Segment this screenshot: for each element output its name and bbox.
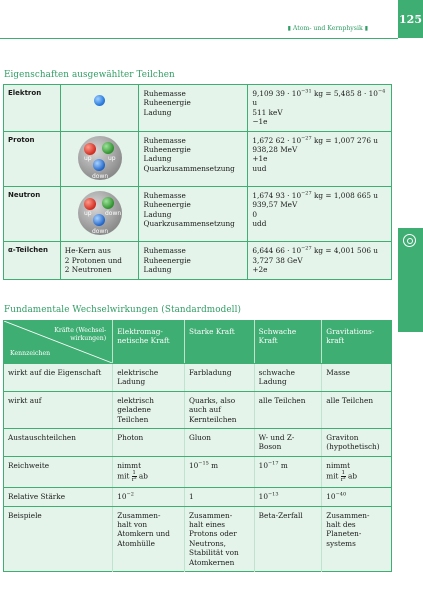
alpha-description: [60, 242, 139, 279]
quark-label: up: [107, 154, 116, 162]
electron-icon: [94, 95, 105, 106]
property-label: Ruheenergie: [143, 200, 191, 210]
table-cell: nimmt mit $\frac{1}{\text{r²}}$ ab: [322, 456, 392, 487]
property-label: Ruheenergie: [143, 255, 191, 265]
row-label: Beispiele: [4, 506, 113, 571]
table-cell: alle Teilchen: [322, 391, 392, 428]
column-header: Schwache Kraft: [254, 321, 322, 364]
table-cell: Beta-Zerfall: [254, 506, 322, 571]
energy-value: 3,727 38 GeV: [252, 255, 303, 265]
neutron-quark-diagram: [73, 189, 127, 237]
property-label: Ruheenergie: [143, 145, 191, 155]
table-cell: Graviton (hypothetisch): [322, 429, 392, 457]
table-cell: Masse: [322, 364, 392, 392]
table-cell: Zusammen- halt von Atomkern und Atomhülle: [113, 506, 185, 571]
energy-value: 938,28 MeV: [252, 145, 298, 155]
table-cell: schwache Ladung: [254, 364, 322, 392]
corner-label-features: Kennzeichen: [10, 349, 51, 357]
table-cell: Zusammen- halt eines Protons oder Neutrons, Stabilität von Atomkernen: [184, 506, 254, 571]
section-title-particles: Eigenschaften ausgewählter Teilchen: [4, 70, 175, 80]
square-bullet-icon: ▮: [364, 25, 368, 32]
energy-value: 939,57 MeV: [252, 200, 298, 210]
corner-label-forces: Kräfte (Wechsel- wirkungen): [54, 327, 107, 342]
table-cell: $10^{-17}$ m: [254, 456, 322, 487]
up-quark-icon: [84, 198, 96, 210]
mass-value: 9,109 $39 \cdot 10^{-31}$ kg = 5,485 $8 \cdot 10^{-4}$ u: [252, 88, 386, 108]
property-label: Ruhemasse: [143, 246, 186, 256]
quark-label: down: [104, 210, 121, 218]
square-bullet-icon: ▮: [287, 25, 291, 32]
property-values: [248, 131, 392, 186]
column-header: Starke Kraft: [184, 321, 254, 364]
table-cell: Quarks, also auch auf Kernteilchen: [184, 391, 254, 428]
property-label: Ladung: [143, 154, 172, 164]
property-label: Ruhemasse: [143, 89, 186, 98]
row-label: wirkt auf die Eigenschaft: [4, 364, 113, 392]
particle-name: α-Teilchen: [4, 242, 61, 279]
fraction: $\frac{1}{\text{r²}}$: [340, 470, 346, 484]
mass-value: 1,674 $93 \cdot 10^{-27}$ kg = 1,008 665 u: [252, 190, 378, 201]
property-label: Ruhemasse: [143, 191, 186, 201]
table-cell: Farbladung: [184, 364, 254, 392]
description-line: He-Kern aus: [64, 246, 111, 256]
up-quark-icon: [102, 142, 114, 154]
table-cell: $10^{-40}$: [322, 488, 392, 506]
table-cell: $10^{-15}$ m: [184, 456, 254, 487]
table-row: [4, 85, 392, 132]
property-names: [139, 131, 248, 186]
interactions-table: [3, 320, 392, 572]
fraction: $\frac{1}{\text{r²}}$: [131, 470, 137, 484]
description-line: 2 Protonen und: [64, 255, 122, 265]
charge-value: −1e: [252, 117, 268, 127]
table-row: [4, 131, 392, 186]
row-label: wirkt auf: [4, 391, 113, 428]
property-label: Quarkzusammensetzung: [143, 219, 235, 229]
particle-name: Neutron: [4, 187, 61, 242]
up-quark-icon: [84, 143, 96, 155]
table-row: [4, 488, 392, 506]
table-cell: nimmt mit $\frac{1}{\text{r²}}$ ab: [113, 456, 185, 487]
row-label: Relative Stärke: [4, 488, 113, 506]
property-names: [139, 85, 248, 132]
particle-name: Proton: [4, 131, 61, 186]
down-quark-icon: [93, 214, 105, 226]
property-values: [248, 85, 392, 132]
property-values: [248, 187, 392, 242]
property-label: Ruheenergie: [143, 98, 191, 108]
quark-composition: uud: [252, 163, 267, 173]
charge-value: +1e: [252, 154, 268, 164]
page-number: 125: [399, 12, 422, 26]
description-line: 2 Neutronen: [64, 265, 112, 275]
page-number-tab: [398, 0, 423, 38]
property-label: Ladung: [143, 107, 172, 117]
table-row: [4, 456, 392, 487]
table-cell: elektrisch geladene Teilchen: [113, 391, 185, 428]
quark-label: up: [83, 210, 92, 218]
column-header: Elektromag- netische Kraft: [113, 321, 185, 364]
property-label: Ladung: [143, 265, 172, 275]
particles-table: [3, 84, 392, 280]
property-values: [248, 242, 392, 279]
property-names: [139, 242, 248, 279]
quark-label: down: [91, 228, 108, 236]
table-row: [4, 242, 392, 279]
table-cell: alle Teilchen: [254, 391, 322, 428]
down-quark-icon: [102, 197, 114, 209]
column-header: Gravitations- kraft: [322, 321, 392, 364]
quark-composition: udd: [252, 219, 267, 229]
table-cell: $10^{-2}$: [113, 488, 185, 506]
proton-visual: [60, 131, 139, 186]
section-title-interactions: Fundamentale Wechselwirkungen (Standardmodell): [4, 305, 242, 315]
corner-header: [4, 321, 113, 364]
property-label: Quarkzusammensetzung: [143, 163, 235, 173]
table-cell: W- und Z- Boson: [254, 429, 322, 457]
quark-label: up: [83, 154, 92, 162]
mass-value: 1,672 $62 \cdot 10^{-27}$ kg = 1,007 276 u: [252, 135, 378, 145]
down-quark-icon: [93, 159, 105, 171]
energy-value: 511 keV: [252, 107, 283, 117]
table-cell: elektrische Ladung: [113, 364, 185, 392]
proton-quark-diagram: [73, 134, 127, 182]
charge-value: +2e: [252, 265, 268, 275]
table-cell: Zusammen- halt des Planeten- systems: [322, 506, 392, 571]
atom-icon: [403, 234, 416, 247]
row-label: Austauschteilchen: [4, 429, 113, 457]
table-cell: $10^{-13}$: [254, 488, 322, 506]
table-row: [4, 364, 392, 392]
table-cell: 1: [184, 488, 254, 506]
table-cell: Gluon: [184, 429, 254, 457]
property-names: [139, 187, 248, 242]
quark-label: down: [91, 172, 108, 180]
table-row: [4, 429, 392, 457]
electron-visual: [60, 85, 139, 132]
neutron-visual: [60, 187, 139, 242]
row-label: Reichweite: [4, 456, 113, 487]
property-label: Ladung: [143, 209, 172, 219]
property-label: Ruhemasse: [143, 135, 186, 145]
table-row: [4, 391, 392, 428]
table-row: [4, 506, 392, 571]
chapter-title: Atom- und Kernphysik: [292, 25, 363, 32]
particle-name: Elektron: [4, 85, 61, 132]
table-row: [4, 187, 392, 242]
table-header-row: [4, 321, 392, 364]
header-bar: [0, 0, 398, 39]
chapter-heading: [288, 25, 368, 32]
table-cell: Photon: [113, 429, 185, 457]
charge-value: 0: [252, 209, 258, 219]
mass-value: 6,644 $66 \cdot 10^{-27}$ kg = 4,001 506 u: [252, 246, 378, 256]
